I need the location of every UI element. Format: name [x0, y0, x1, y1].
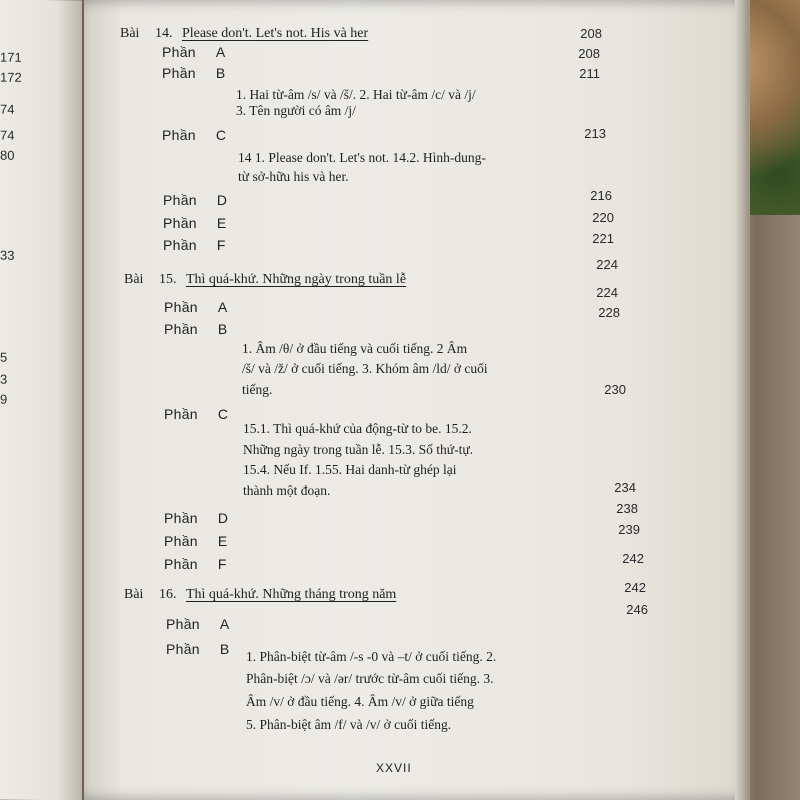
page-number: 228 [598, 305, 620, 320]
part-15-b-desc: /š/ và /ž/ ở cuối tiếng. 3. Khóm âm /ld/ ở cuối [242, 361, 488, 376]
left-page-number: 80 [0, 147, 15, 163]
part-15-c: Phần C [164, 406, 229, 422]
lesson-label: Bài [124, 587, 144, 602]
page-number: 221 [592, 231, 614, 246]
part-15-c-desc: Những ngày trong tuần lễ. 15.3. Số thứ-tự. [243, 442, 474, 457]
part-15-e: Phần E [164, 533, 228, 549]
part-15-c-desc: 15.4. Nếu If. 1.55. Hai danh-từ ghép lại [243, 462, 457, 477]
page-number: 213 [584, 126, 606, 141]
lesson-number: 16. [158, 587, 177, 602]
part-16-b-desc: 5. Phân-biệt âm /f/ và /v/ ở cuối tiếng. [246, 717, 452, 732]
part-15-d: Phần D [164, 510, 229, 526]
lesson-title: Thì quá-khứ. Những tháng trong năm [185, 587, 397, 602]
page-number: 208 [578, 46, 600, 61]
lesson-number: 15. [158, 272, 177, 287]
lesson-14-heading [120, 27, 368, 41]
page-number: 220 [592, 210, 614, 225]
lesson-label: Bài [124, 272, 144, 287]
left-page-number: 3 [0, 371, 8, 387]
lesson-title: Thì quá-khứ. Những ngày trong tuần lễ [185, 272, 407, 287]
page-footer-roman-numeral: XXVII [376, 761, 412, 775]
left-page-number: 5 [0, 349, 8, 365]
part-14-b-desc: 1. Hai từ-âm /s/ và /š/. 2. Hai từ-âm /c/ và /j/ [236, 87, 476, 102]
page-number: 242 [622, 551, 644, 566]
page-number: 238 [616, 501, 638, 516]
lesson-number: 14. [154, 26, 173, 41]
part-14-b-desc: 3. Tên người có âm /j/ [236, 103, 356, 118]
left-page-number: 74 [0, 101, 15, 117]
part-16-b-desc: Phân-biệt /ɔ/ và /ər/ trước từ-âm cuối tiếng. 3. [246, 671, 494, 686]
part-15-b-desc: tiếng. [242, 382, 273, 397]
left-page-number: 172 [0, 69, 22, 85]
page-number: 234 [614, 480, 636, 495]
left-page-number: 9 [0, 391, 8, 407]
left-page-number: 74 [0, 127, 15, 143]
part-15-f: Phần F [164, 556, 227, 572]
page-number: 211 [579, 66, 600, 81]
part-15-c-desc: thành một đoạn. [243, 483, 331, 498]
part-15-c-desc: 15.1. Thì quá-khứ của động-từ to be. 15.2. [243, 421, 472, 436]
lesson-15-heading [124, 273, 406, 287]
part-14-c-desc: từ sở-hữu his và her. [238, 169, 349, 184]
part-14-d: Phần D [163, 192, 228, 208]
part-15-a: Phần A [164, 299, 228, 315]
lesson-label: Bài [120, 26, 140, 41]
part-16-b: Phần B [166, 641, 230, 657]
part-14-b: Phần B [162, 65, 226, 81]
left-facing-page [0, 0, 82, 800]
part-14-c-desc: 14 1. Please don't. Let's not. 14.2. Hình-dung- [238, 150, 486, 165]
page-number: 224 [596, 285, 618, 300]
lesson-16-heading [124, 588, 396, 602]
part-14-a: Phần A [162, 44, 226, 60]
page-number: 242 [624, 580, 646, 595]
part-15-b-desc: 1. Âm /θ/ ở đầu tiếng và cuối tiếng. 2 Âm [242, 341, 468, 356]
part-15-b: Phần B [164, 321, 228, 337]
left-page-number: 33 [0, 247, 15, 263]
page-number: 216 [590, 188, 612, 203]
part-14-f: Phần F [163, 237, 226, 253]
page-number: 208 [580, 26, 602, 41]
lesson-title: Please don't. Let's not. His và her [181, 26, 369, 41]
page-number: 230 [604, 382, 626, 397]
part-14-c: Phần C [162, 127, 227, 143]
page-number: 224 [596, 257, 618, 272]
part-16-b-desc: Âm /v/ ở đầu tiếng. 4. Âm /v/ ở giữa tiếng [246, 694, 474, 709]
page-number: 246 [626, 602, 648, 617]
page-edge [735, 0, 749, 800]
part-16-b-desc: 1. Phân-biệt từ-âm /-s -0 và –t/ ở cuối tiếng. 2. [246, 649, 497, 664]
part-14-e: Phần E [163, 215, 227, 231]
page-number: 239 [618, 522, 640, 537]
part-16-a: Phần A [166, 616, 230, 632]
left-page-number: 171 [0, 49, 22, 65]
